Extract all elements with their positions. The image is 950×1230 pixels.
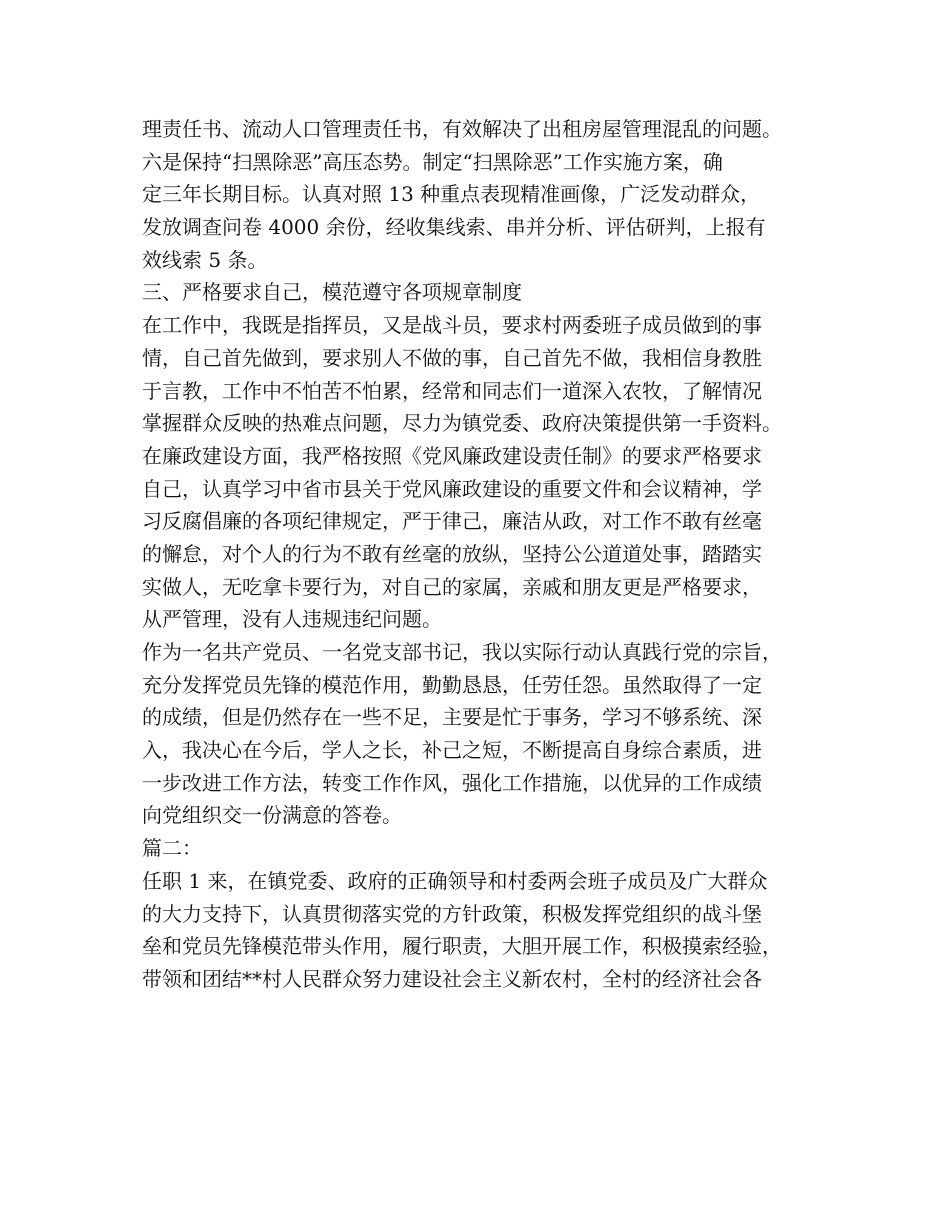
text-line: 定三年长期目标。认真对照 13 种重点表现精准画像，广泛发动群众， [142, 182, 761, 207]
text-line: 于言教，工作中不怕苦不怕累，经常和同志们一道深入农牧，了解情况 [142, 378, 762, 403]
text-line: 六是保持“扫黑除恶”高压态势。制定“扫黑除恶”工作实施方案，确 [142, 149, 723, 174]
text-line: 的大力支持下，认真贯彻落实党的方针政策，积极发挥党组织的战斗堡 [142, 901, 762, 926]
text-line: 理责任书、流动人口管理责任书，有效解决了出租房屋管理混乱的问题。 [142, 117, 782, 141]
text-line: 入，我决心在今后，学人之长，补己之短，不断提高自身综合素质，进 [142, 738, 762, 763]
text-line: 在廉政建设方面，我严格按照《党风廉政建设责任制》的要求严格要求 [142, 443, 762, 468]
text-line: 实做人，无吃拿卡要行为，对自己的家属，亲戚和朋友更是严格要求， [142, 574, 762, 599]
text-line: 的懈怠，对个人的行为不敢有丝毫的放纵，坚持公公道道处事，踏踏实 [142, 541, 762, 566]
text-line: 情，自己首先做到，要求别人不做的事，自己首先不做，我相信身教胜 [142, 345, 762, 370]
text-line: 效线索 5 条。 [142, 247, 268, 272]
text-line: 的成绩，但是仍然存在一些不足，主要是忙于事务，学习不够系统、深 [142, 705, 762, 730]
text-line: 充分发挥党员先锋的模范作用，勤勤恳恳，任劳任怨。虽然取得了一定 [142, 672, 762, 697]
text-line: 垒和党员先锋模范带头作用，履行职责，大胆开展工作，积极摸索经验， [142, 934, 782, 959]
text-line: 带领和团结**村人民群众努力建设社会主义新农村，全村的经济社会各 [142, 966, 762, 991]
text-line: 习反腐倡廉的各项纪律规定，严于律己，廉洁从政，对工作不敢有丝毫 [142, 509, 762, 534]
text-line: 任职 1 来，在镇党委、政府的正确领导和村委两会班子成员及广大群众 [142, 868, 768, 893]
document-body [142, 113, 832, 996]
text-line: 自己，认真学习中省市县关于党风廉政建设的重要文件和会议精神，学 [142, 476, 762, 501]
section-heading: 篇二： [142, 836, 202, 861]
text-line: 在工作中，我既是指挥员，又是战斗员，要求村两委班子成员做到的事 [142, 313, 762, 338]
text-line: 掌握群众反映的热难点问题，尽力为镇党委、政府决策提供第一手资料。 [142, 411, 782, 436]
text-line: 向党组织交一份满意的答卷。 [142, 803, 402, 828]
text-line: 作为一名共产党员、一名党支部书记，我以实际行动认真践行党的宗旨， [142, 640, 782, 664]
section-heading: 三、严格要求自己，模范遵守各项规章制度 [142, 280, 522, 305]
text-line: 发放调查问卷 4000 余份，经收集线索、串并分析、评估研判，上报有 [142, 215, 766, 240]
text-line: 从严管理，没有人违规违纪问题。 [142, 607, 442, 632]
text-line: 一步改进工作方法，转变工作作风，强化工作措施，以优异的工作成绩 [142, 770, 762, 795]
